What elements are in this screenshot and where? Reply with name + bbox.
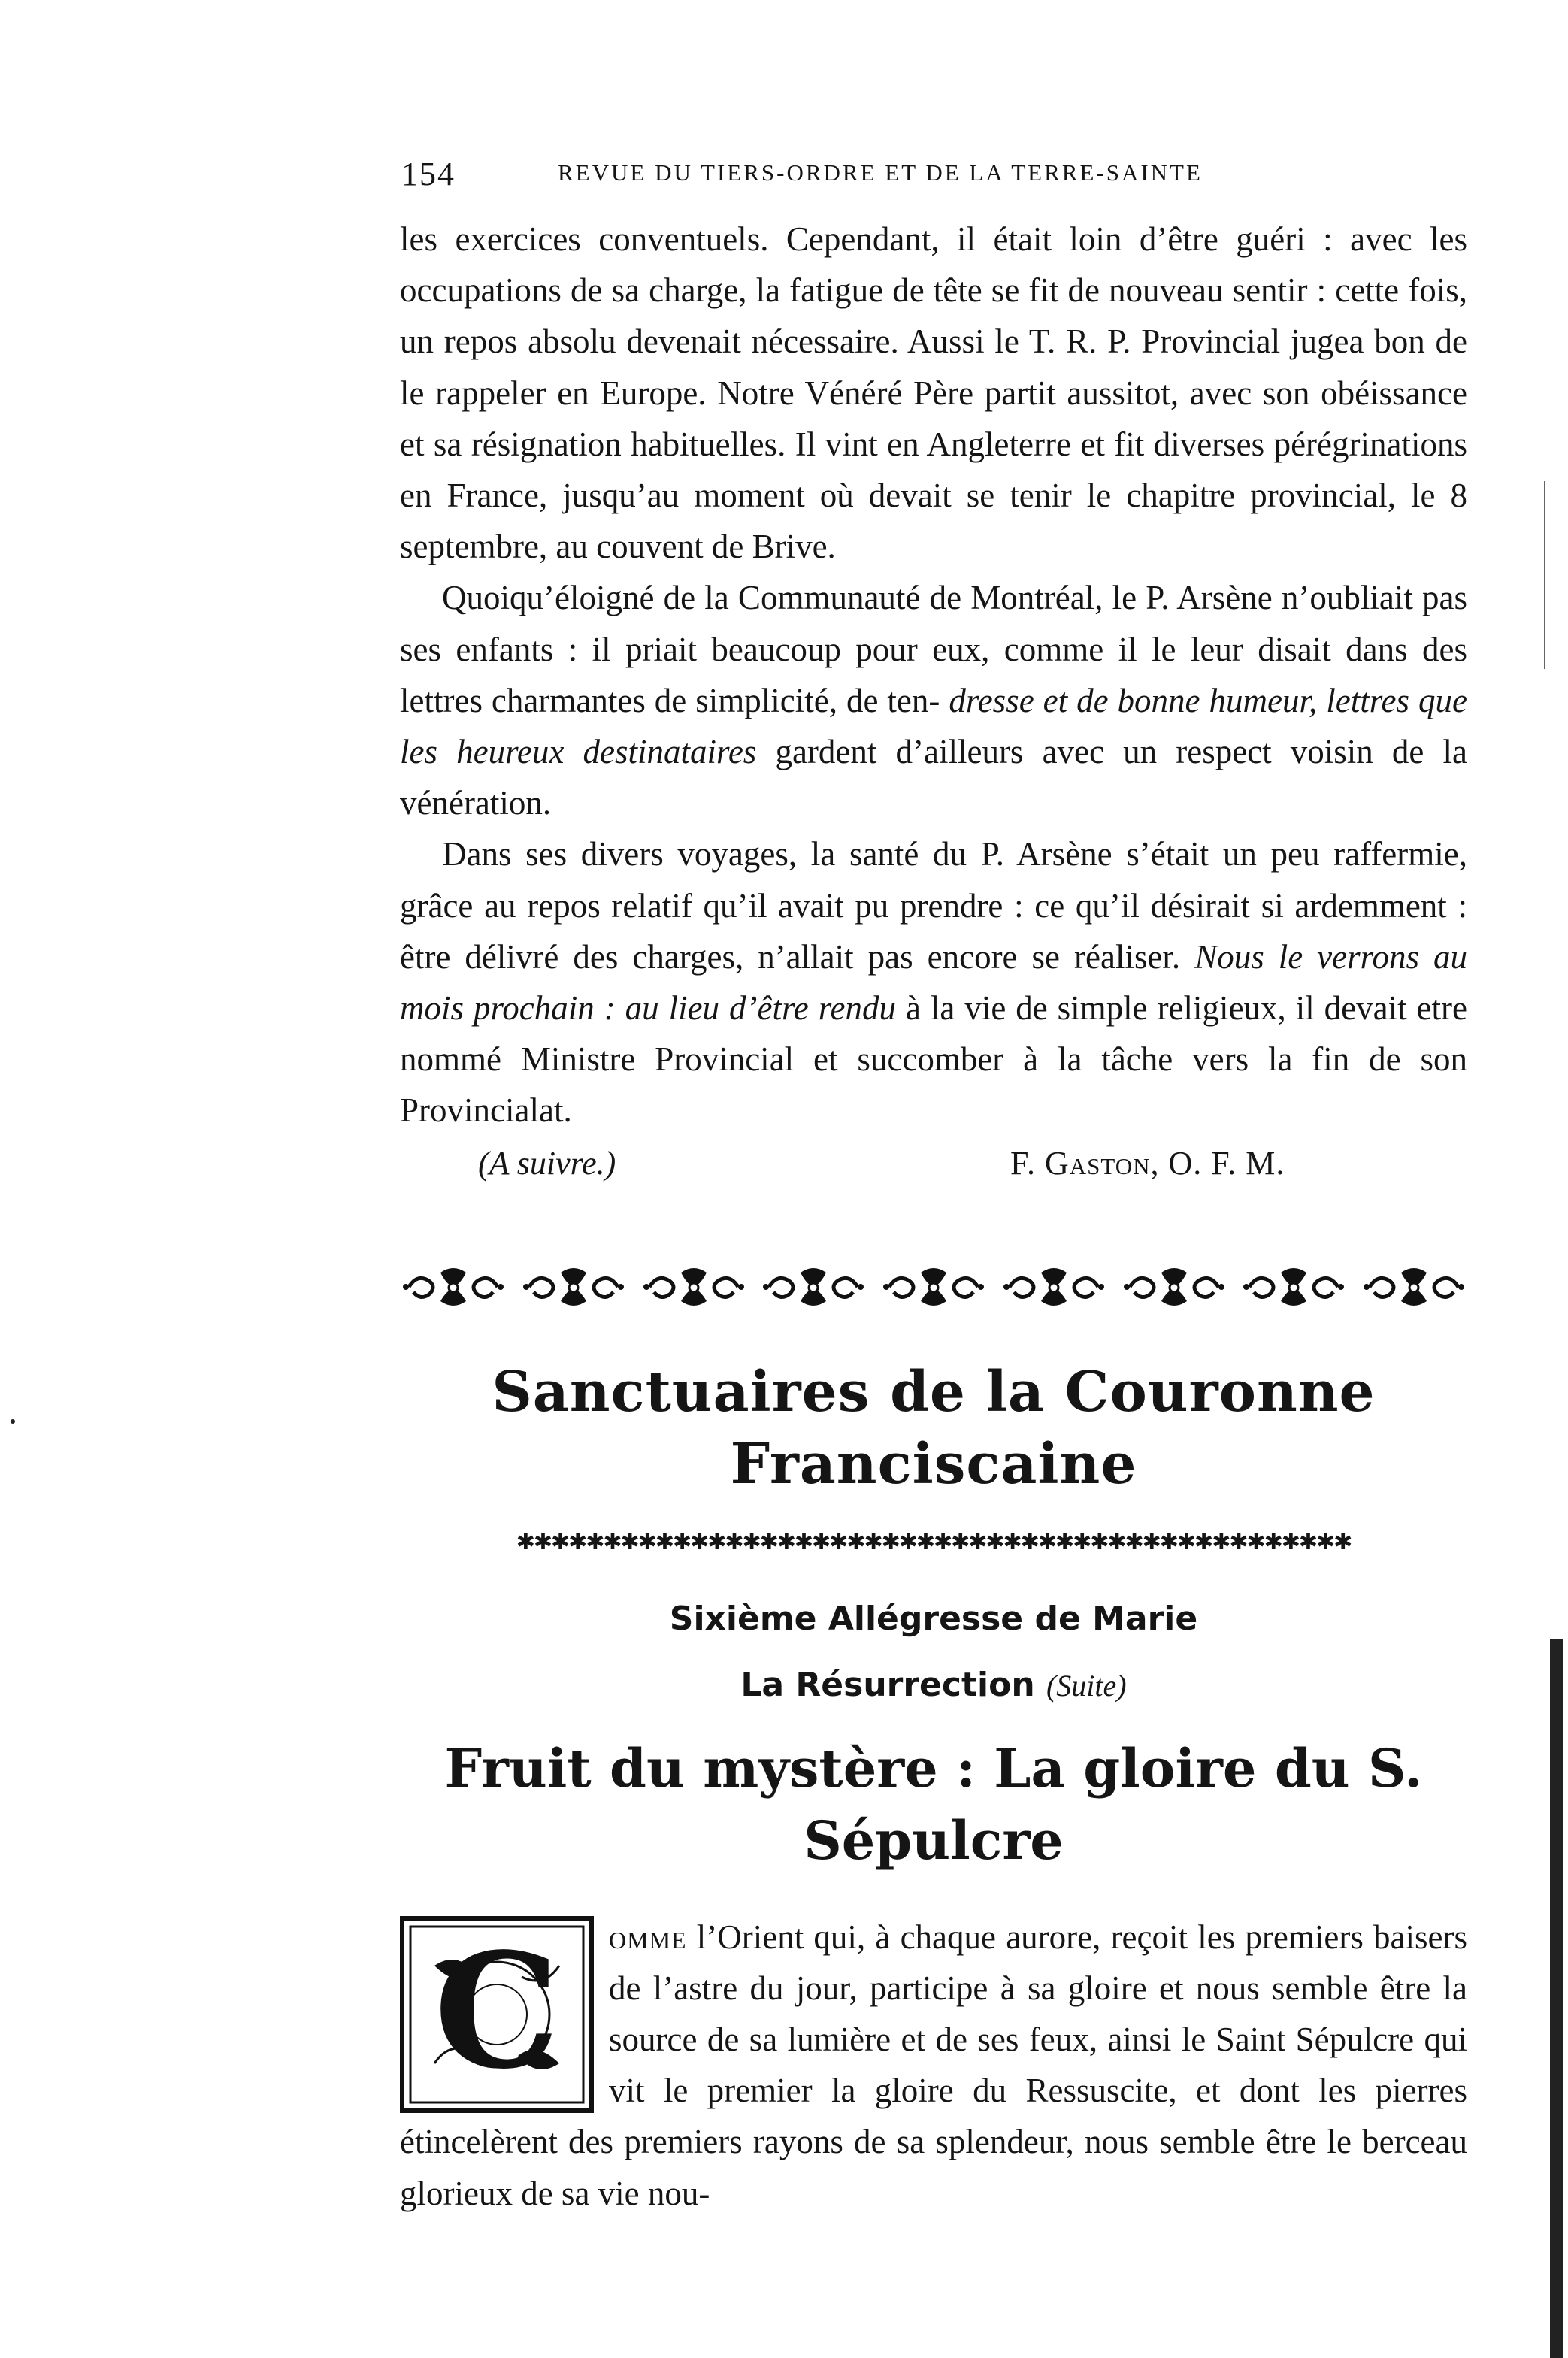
- fleuron-icon: [1003, 1262, 1104, 1312]
- subtitle-2: [400, 1663, 1467, 1709]
- paragraph-2-text: Quoiqu’éloigné de la Communauté de Montréal, le P. Arsène n’oubliait pas ses enfants : il priait beaucoup pour eux, comme il le leur disait dans des lettres charmantes de simplicité, de ten-: [400, 579, 1467, 719]
- fleuron-icon: [1243, 1262, 1344, 1312]
- ornament-row: [400, 1258, 1467, 1315]
- first-word-rest: omme: [609, 1918, 687, 1956]
- subtitle: Sixième Allégresse de Marie: [669, 1599, 1198, 1638]
- author-signature: F. Gaston, O. F. M.: [1010, 1144, 1285, 1182]
- fleuron-icon: [763, 1262, 864, 1312]
- dropcap-section: [400, 1912, 1467, 2219]
- paragraph-2-italic: dresse et de bonne humeur, lettres que les heureux destinataires: [400, 681, 1467, 771]
- article-continuation: [400, 213, 1467, 1137]
- fleuron-icon: [883, 1262, 984, 1312]
- fleuron-icon: [523, 1262, 624, 1312]
- fleuron-icon: [643, 1262, 744, 1312]
- a-suivre: (A suivre.): [478, 1144, 616, 1182]
- paragraph-3: [400, 828, 1467, 1136]
- paragraph-1: les exercices conventuels. Cependant, il était loin d’être guéri : avec les occupations de sa charge, la fatigue de tête se fit de nouveau sentir : cette fois, un repos absolu devenait nécessaire. Aussi le T. R. P. Provincial jugea bon de le rappeler en Europe. Notre Vénéré Père partit aussitot, avec son obéissance et sa résignation habituelles. Il vint en Angleterre et fit diverses pérégrinations en France, jusqu’au moment où devait se tenir le chapitre provincial, le 8 septembre, au couvent de Brive.: [400, 220, 1467, 566]
- running-head: [400, 150, 1467, 195]
- signature-line: [400, 1138, 1467, 1192]
- subtitle-2-note: (Suite): [1046, 1668, 1127, 1703]
- section-title: Sanctuaires de la Couronne Franciscaine: [492, 1359, 1376, 1497]
- running-title: REVUE DU TIERS-ORDRE ET DE LA TERRE-SAINTE: [558, 159, 1203, 186]
- paragraph-2: [400, 572, 1467, 828]
- right-margin-line: [1544, 481, 1545, 669]
- dropcap-paragraph-text: l’Orient qui, à chaque aurore, reçoit les premiers baisers de l’astre du jour, participe à sa gloire et nous semble être la source de sa lumière et de ses feux, ainsi le Saint Sépulcre qui vit le premier la gloire du Ressuscite, et dont les pierres étincelèrent des premiers rayons de sa splendeur, nous semble être le berceau glorieux de sa vie nou-: [400, 1918, 1468, 2212]
- dropcap-initial: [400, 1916, 594, 2113]
- fleuron-icon: [403, 1262, 504, 1312]
- fruit-title: Fruit du mystère : La gloire du S. Sépulcre: [444, 1736, 1423, 1872]
- paragraph-2-end: gardent d’ailleurs avec un respect voisin de la vénération.: [400, 733, 1467, 822]
- subtitle-2-text: La Résurrection: [740, 1665, 1035, 1704]
- fleuron-icon: [1124, 1262, 1224, 1312]
- paragraph-3-text: Dans ses divers voyages, la santé du P. Arsène s’était un peu raffermie, grâce au repos relatif qu’il avait pu prendre : ce qu’il désirait si ardemment : être délivré des charges, n’allait pas encore se réaliser.: [400, 835, 1467, 976]
- page: [400, 150, 1467, 2219]
- star-rule: ✱✱✱✱✱✱✱✱✱✱✱✱✱✱✱✱✱✱✱✱✱✱✱✱✱✱✱✱✱✱✱✱✱✱✱✱✱✱✱✱✱✱✱✱✱✱✱✱: [516, 1528, 1352, 1555]
- paragraph-3-end: à la vie de simple religieux, il devait etre nommé Ministre Provincial et succomber à la tâche vers la fin de son Provincialat.: [400, 989, 1468, 1130]
- paragraph-3-italic: Nous le verrons au mois prochain : au lieu d’être rendu: [400, 937, 1467, 1028]
- right-margin-bar: [1550, 1639, 1563, 2358]
- left-margin-dot: [11, 1419, 15, 1424]
- page-number: 154: [401, 156, 456, 192]
- dropcap-letter: C: [434, 1918, 560, 2104]
- fleuron-icon: [1364, 1262, 1464, 1312]
